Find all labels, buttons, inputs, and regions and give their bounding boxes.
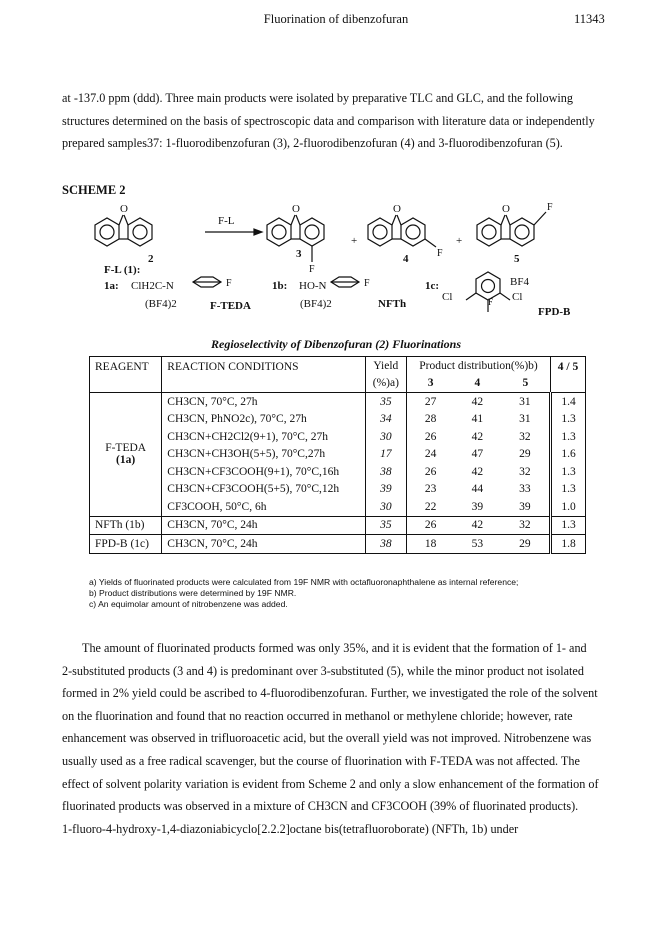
ratio-cell: 1.3 [551,411,586,429]
product-5-cell: 31 [501,411,551,429]
product-5-cell: 39 [501,498,551,516]
product-3-cell: 24 [424,448,437,461]
reagent-1a-formula: ClH2C-N [131,280,174,292]
text-line: formed in 2% yield could be ascribed to 4-fluorodibenzofuran. Further, we investigated the role of the solvent [62,686,598,701]
header-product-3: 3 [407,375,455,393]
header-distribution: Product distribution(%)b) [407,357,551,375]
product-5-cell: 32 [501,428,551,446]
conditions-cell: CH3CN+CF3COOH(5+5), 70°C,12h [162,481,365,499]
text-line: at -137.0 ppm (ddd). Three main products were isolated by preparative TLC and GLC, and the following [62,91,573,105]
product-3-cell: 26 [407,516,455,535]
product-4-cell: 47 [471,448,484,461]
compound-number: 3 [296,248,302,260]
chlorine-label: Cl [442,291,453,303]
reagent-1a-id: 1a: [104,280,119,292]
reagent-1b-counterion: (BF4)2 [300,298,332,310]
yield-cell: 39 [365,481,406,499]
conditions-cell: CH3CN+CF3COOH(9+1), 70°C,16h [162,463,365,481]
fluorine-label: F [437,248,443,259]
oxygen-label: O [120,203,128,215]
product-5-cell: 29 [501,446,551,464]
reagent-1b-formula: HO-N [299,280,327,292]
reagent-1a-name: F-TEDA [210,300,251,312]
plus-sign: + [351,235,358,247]
product-3-cell: 28 [424,413,437,426]
product-5-cell: 31 [501,393,551,411]
table-row [90,535,586,554]
ratio-cell: 1.4 [551,393,586,411]
product-3-cell: 27 [407,393,455,411]
reagent-1a-counterion: (BF4)2 [145,298,177,310]
dibenzofuran-2-structure [95,215,152,246]
product-4-cell: 53 [454,535,501,554]
reagent-cell: NFTh (1b) [90,516,162,535]
table-row [90,446,586,464]
reagent-1c-counterion: BF4 [510,276,529,288]
conditions-cell: CF3COOH, 50°C, 6h [162,498,365,516]
table-row [90,498,586,516]
product-4-cell: 39 [454,498,501,516]
product-5-cell: 32 [501,463,551,481]
yield-cell: 34 [365,411,406,429]
product-5-cell: 32 [501,516,551,535]
reagent-1b-cage [331,277,359,287]
table-row [90,393,586,411]
oxygen-label: O [502,203,510,215]
product-4-cell: 42 [454,393,501,411]
fluorine-label: F [364,278,370,289]
table-header-row [90,357,586,375]
group-reagent-name: F-TEDA [105,442,147,455]
product-4-cell: 42 [471,430,484,443]
compound-5-structure [477,212,546,246]
fluorine-label: F [309,264,315,275]
ratio-cell: 1.3 [551,428,586,446]
product-5-cell: 29 [501,535,551,554]
yield-cell: 17 [365,446,406,464]
table-notes [89,577,518,610]
yield-cell: 30 [365,428,406,446]
table-note: a) Yields of fluorinated products were calculated from 19F NMR with octafluoronaphthalene as internal reference; [89,577,519,587]
conditions-cell: CH3CN, PhNO2c), 70°C, 27h [162,411,365,429]
yield-cell: 35 [365,516,406,535]
yield-cell: 35 [365,393,406,411]
product-3-cell: 26 [424,465,437,478]
reaction-scheme-drawing [0,0,672,340]
product-4-cell: 42 [471,465,484,478]
table-row [90,463,586,481]
text-line: 2-substituted products (3 and 4) is predominant over 3-substituted (5), while the minor product not isolated [62,663,584,678]
regioselectivity-table [89,356,586,554]
text-line: prepared samples37: 1-fluorodibenzofuran (3), 2-fluorodibenzofuran (4) and 3-fluorodibenzofuran (5). [62,136,563,151]
ratio-cell: 1.0 [551,498,586,516]
ratio-cell: 1.3 [551,516,586,535]
conditions-cell: CH3CN, 70°C, 24h [162,516,365,535]
table-caption: Regioselectivity of Dibenzofuran (2) Fluorinations [210,337,461,351]
product-3-cell: 23 [424,483,437,496]
reagent-1b-id: 1b: [272,280,288,292]
table-row [90,516,586,535]
reagent-group-cell [90,393,162,517]
header-conditions: REACTION CONDITIONS [162,357,365,393]
product-3-cell: 26 [424,430,437,443]
compound-number: 4 [403,253,409,265]
compound-number: 5 [514,253,520,265]
product-3-cell: 18 [407,535,455,554]
header-yield-unit: (%)a) [365,375,406,393]
header-product-4: 4 [454,375,501,393]
yield-cell: 38 [365,463,406,481]
ratio-cell: 1.6 [551,446,586,464]
text-line: enhancement was observed in trifluoroacetic acid, but the overall yield was not improved. Nitrobenzene was [62,731,592,746]
compound-4-structure [368,215,436,247]
page-number: 11343 [574,12,605,26]
fluorine-label: F [488,297,494,307]
group-reagent-id: (1a) [116,454,136,467]
ratio-cell: 1.8 [551,535,586,554]
reagent-1b-name: NFTh [378,298,407,310]
oxygen-label: O [393,203,401,215]
oxygen-label: O [292,203,300,215]
text-line: structures determined on the basis of spectroscopic data and comparison with literature data or independently [62,113,595,128]
text-line: fluorinated products was observed in a mixture of CH3CN and CF3COOH (39% of fluorinated products). [62,799,579,814]
header-reagent: REAGENT [90,357,162,393]
product-4-cell: 44 [471,483,484,496]
product-4-cell: 42 [454,516,501,535]
compound-number: 2 [148,253,154,265]
plus-sign: + [456,235,463,247]
table-note: b) Product distributions were determined by 19F NMR. [89,588,297,598]
product-5-cell: 33 [501,481,551,499]
reagent-cell: FPD-B (1c) [90,535,162,554]
text-line: usually used as a free radical scavenger, but the course of fluorination with F-TEDA was not affected. The [62,753,580,768]
chlorine-label: Cl [512,291,523,303]
reagent-1a-cage [193,277,221,287]
header-product-5: 5 [501,375,551,393]
conditions-cell: CH3CN+CH2Cl2(9+1), 70°C, 27h [162,428,365,446]
reagent-1c-id: 1c: [425,280,440,292]
text-line: 1-fluoro-4-hydroxy-1,4-diazoniabicyclo[2.2.2]octane bis(tetrafluoroborate) (NFTh, 1b) under [62,821,519,836]
header-ratio: 4 / 5 [551,357,586,393]
ratio-cell: 1.3 [551,481,586,499]
reagent-1c-name: FPD-B [538,306,571,318]
fluorine-label: F [226,278,232,289]
ratio-cell: 1.3 [551,463,586,481]
text-line: on the fluorination and found that no reaction occurred in methanol or methylene chloride; however, rate [62,708,573,723]
table-row [90,481,586,499]
table-note: c) An equimolar amount of nitrobenzene was added. [89,599,288,609]
scheme-title: SCHEME 2 [62,183,126,197]
header-yield: Yield [365,357,406,375]
product-4-cell: 41 [471,413,484,426]
text-line: effect of solvent polarity variation is evident from Scheme 2 and only a slow enhancement of the formation of [62,776,599,791]
running-header-title: Fluorination of dibenzofuran [263,12,409,26]
product-3-cell: 22 [407,498,455,516]
conditions-cell: CH3CN+CH3OH(5+5), 70°C,27h [162,446,365,464]
fluorine-label: F [547,202,553,213]
table-row [90,428,586,446]
yield-cell: 30 [365,498,406,516]
table-row [90,411,586,429]
conditions-cell: CH3CN, 70°C, 24h [162,535,365,554]
text-line: The amount of fluorinated products formed was only 35%, and it is evident that the formation of 1- and [82,641,587,655]
yield-cell: 38 [365,535,406,554]
arrow-label: F-L [218,215,235,227]
reagents-heading: F-L (1): [104,264,141,276]
body-paragraph [62,637,610,840]
conditions-cell: CH3CN, 70°C, 27h [162,393,365,411]
